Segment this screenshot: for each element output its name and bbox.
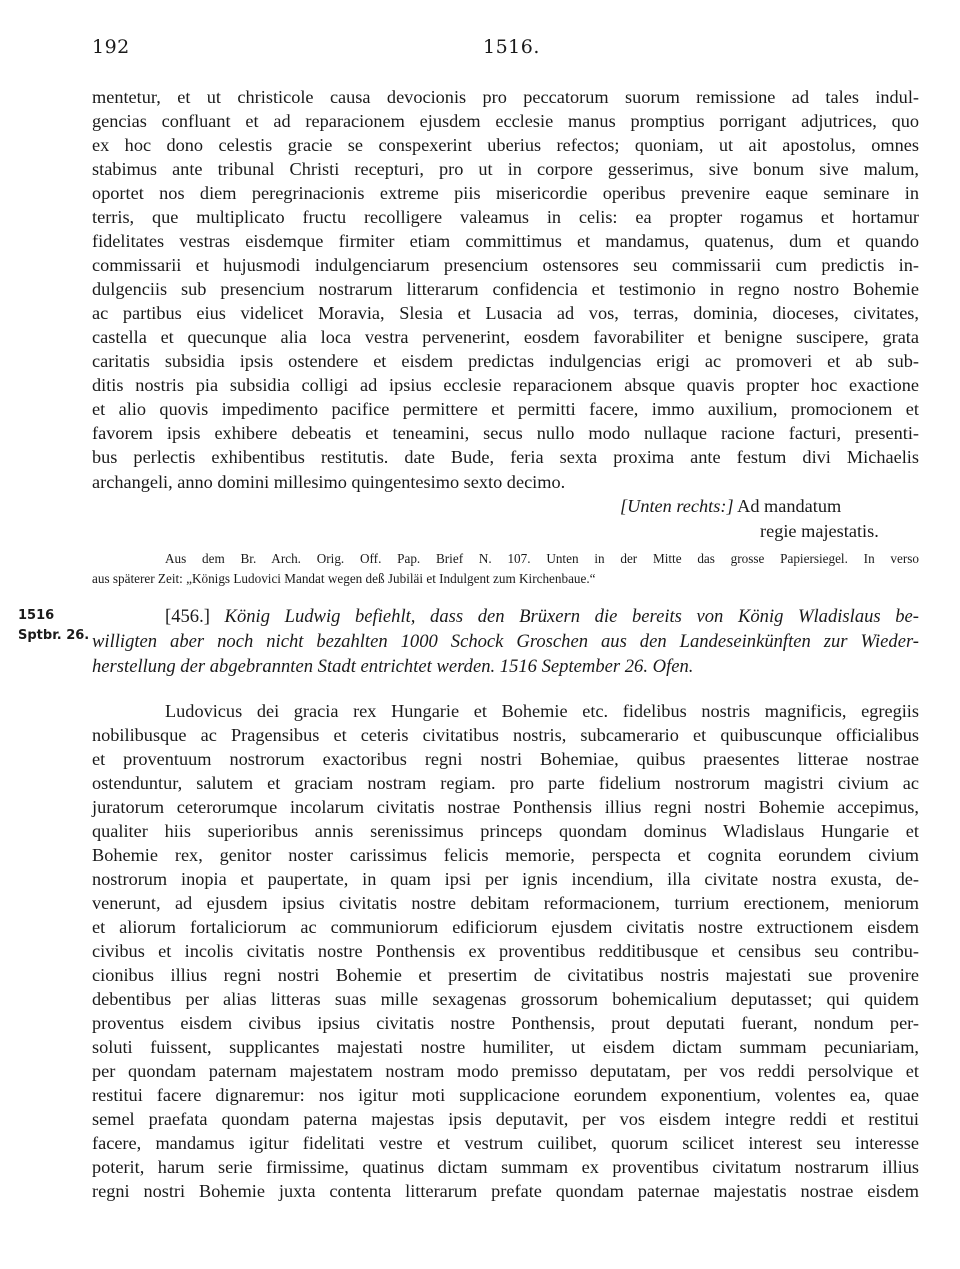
text-line: favorem ipsis exhibere debeatis et teneamini, secus nullo modo nullaque racione facturi, presenti- — [92, 423, 919, 443]
text-line: fidelitates vestras eisdemque firmiter etiam committimus et mandamus, quatenus, dum et quando — [92, 231, 919, 251]
text-line: mentetur, et ut christicole causa devocionis pro peccatorum suorum remissione ad tales indul- — [92, 87, 919, 107]
text-line: ac partibus eius videlicet Moravia, Slesia et Lusacia ad vos, terras, dominia, dioceses, civitates, — [92, 303, 919, 323]
text-line: juratorum ceterorumque incolarum civitatis nostrae Ponthensis illius regni nostri Bohemie accepimus, — [92, 797, 919, 817]
endorsement — [620, 494, 841, 518]
archival-note-line: aus späterer Zeit: „Königs Ludovici Mandat wegen deß Jubiläi et Indulgent zum Kirchenbaue.“ — [92, 571, 596, 586]
text-line: et alio quovis impedimento pacifice permittere et permitti facere, immo auxilium, promocionem et — [92, 399, 919, 419]
text-line: ex hoc dono celestis gracie se conspexerint uberius refectos; quoniam, ut ait apostolus, omnes — [92, 135, 919, 155]
text-line: restitui facere dignaremur: nos igitur moti supplicacione eorundem exponentium, volentes ea, quae — [92, 1085, 919, 1105]
text-line: qualiter hiis superioribus annis serenissimus princeps quondam dominus Wladislaus Hungarie et — [92, 821, 919, 841]
page-number: 192 — [92, 36, 130, 58]
text-line: civibus et incolis civitatis nostre Ponthensis ex proventibus redditibusque et censibus seu contribu- — [92, 941, 919, 961]
text-line: castella et quecunque alia loca vestra pervenerint, eosdem favorabiliter et benigne suscipere, grata — [92, 327, 919, 347]
text-line: nobilibusque ac Pragensibus et ceteris civitatibus nostris, subcamerario et quibuscunque officialibus — [92, 725, 919, 745]
regest-text: König Ludwig befiehlt, dass den Brüxern die bereits von König Wladislaus be- — [224, 606, 919, 627]
text-line: stabimus ante tribunal Christi recepturi, pro ut in corpore gesserimus, sive bonum sive malum, — [92, 159, 919, 179]
page-year-header: 1516. — [483, 36, 540, 58]
regest-line — [165, 605, 919, 629]
text-line: regni nostri Bohemie juxta contenta litterarum prefate quondam paternae majestatis nostrae eisdem — [92, 1181, 919, 1201]
text-line: gencias confluant et ad reparacionem ejusdem ecclesie manus promptius porrigant adjutrices, quo — [92, 111, 919, 131]
text-line: archangeli, anno domini millesimo quingentesimo sexto decimo. — [92, 472, 566, 492]
text-line: bus perlectis exhibentibus restitutis. date Bude, feria sexta proxima ante festum divi Michaelis — [92, 447, 919, 467]
text-line: ditis nostris pia subsidia colligi ad ipsius ecclesie reparacionem absque quavis propter hoc exactione — [92, 375, 919, 395]
text-line: debentibus per alias litteras suas mille sexagenas grossorum bohemicalium deputasset; qui quidem — [92, 989, 919, 1009]
margin-date: Sptbr. 26. — [18, 628, 90, 643]
text-line: oportet nos diem peregrinacionis extreme piis misericordie operibus prevenire eaque seminare in — [92, 183, 919, 203]
endorsement-text: Ad mandatum — [737, 496, 842, 516]
text-line: venerunt, ad ejusdem ipsius civitatis nostre debitam reformacionem, turrium erectionem, meniorum — [92, 893, 919, 913]
text-line: cionibus illius regni nostri Bohemie et presertim de civitatibus nostris majestati sue provenire — [92, 965, 919, 985]
text-line: Ludovicus dei gracia rex Hungarie et Bohemie etc. fidelibus nostris magnificis, egregiis — [165, 701, 919, 721]
text-line: dulgenciis sub presencium nostrarum litterarum confidencia et testimonio in regno nostro Bohemie — [92, 279, 919, 299]
archival-note-line: Aus dem Br. Arch. Orig. Off. Pap. Brief N. 107. Unten in der Mitte das grosse Papiersiegel. In verso — [165, 551, 919, 566]
text-line: caritatis subsidia ipsis ostendere et eisdem predictas indulgencias erigi ac promoveri et ab sub- — [92, 351, 919, 371]
text-line: et proventuum nostrorum exactoribus regni nostri Bohemiae, quibus praesentes litterae nostrae — [92, 749, 919, 769]
text-line: proventus eisdem civibus ipsius civitatis nostre Ponthensis, prout deputati fuerant, nondum per- — [92, 1013, 919, 1033]
text-line: et aliorum fortaliciorum ac communiorum edificiorum ejusdem civitatis nostre extructionem eisdem — [92, 917, 919, 937]
document-number: [456.] — [165, 606, 210, 627]
regest-line: herstellung der abgebrannten Stadt entrichtet werden. 1516 September 26. Ofen. — [92, 656, 694, 677]
text-line: terris, que multiplicato fructu recolligere valeamus in celis: ea propter rogamus et hortamur — [92, 207, 919, 227]
text-line: semel praefata quondam paterna majestas ipsis deputavit, per vos eisdem integre reddi et restitui — [92, 1109, 919, 1129]
regest-line: willigten aber noch nicht bezahlten 1000 Schock Groschen aus den Landeseinkünften zur Wieder- — [92, 631, 919, 652]
endorsement-label: [Unten rechts:] — [620, 496, 734, 516]
text-line: facere, mandamus igitur fidelitati vestre et vestrum cuilibet, quorum scilicet interest seu interesse — [92, 1133, 919, 1153]
text-line: soluti fuissent, supplicantes majestati nostre humiliter, ut eisdem dictam summam pecuniariam, — [92, 1037, 919, 1057]
text-line: nostrorum inopia et paupertate, in quam ipsi per ignis incendium, illa civitate nostra exusta, de- — [92, 869, 919, 889]
text-line: commissarii et hujusmodi indulgenciarum presencium ostensores seu commissarii cum predictis in- — [92, 255, 919, 275]
margin-year: 1516 — [18, 608, 55, 623]
text-line: Bohemie rex, genitor noster carissimus felicis memorie, perspecta et cognita eorundem civium — [92, 845, 919, 865]
text-line: poterit, harum serie firmissime, quatinus dictam summam ex proventibus civitatum nostrarum illius — [92, 1157, 919, 1177]
endorsement-text-continued: regie majestatis. — [760, 521, 879, 541]
text-line: per quondam paternam majestatem nostram modo premisso deputatam, per vos reddi persolvique et — [92, 1061, 919, 1081]
text-line: ostenduntur, salutem et graciam nostram regiam. pro parte fidelium nostrorum magistri civium ac — [92, 773, 919, 793]
